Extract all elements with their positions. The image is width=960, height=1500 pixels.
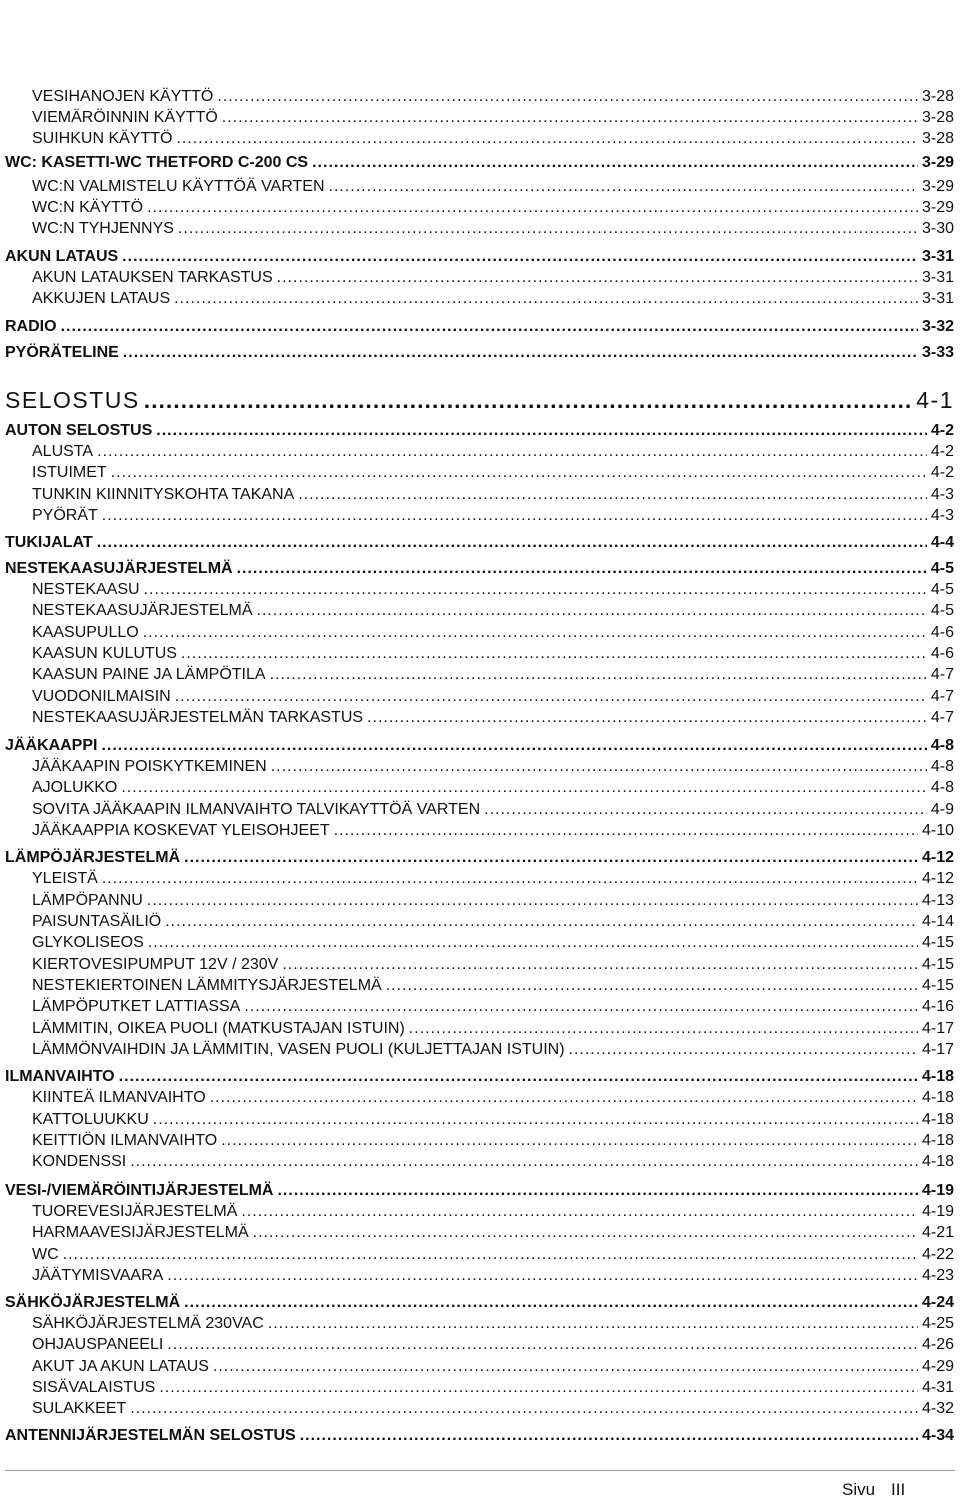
toc-entry-page: 3-29 [921, 178, 954, 195]
toc-entry [32, 1356, 954, 1376]
toc-entry-page: 3-31 [921, 290, 954, 307]
toc-entry-title: PAISUNTASÄILIÖ [32, 913, 162, 930]
toc-entry [32, 1130, 954, 1150]
toc-dot-leader [122, 248, 918, 266]
toc-dot-leader [569, 1041, 918, 1059]
toc-entry-page: 4-19 [921, 1182, 954, 1199]
toc-entry-page: 4-7 [930, 666, 954, 683]
toc-entry-title: WC [32, 1246, 59, 1263]
toc-dot-leader [244, 998, 918, 1016]
toc-dot-leader [97, 443, 927, 461]
toc-entry [32, 890, 954, 910]
toc-dot-leader [300, 1427, 918, 1445]
toc-entry-title: JÄÄKAAPIN POISKYTKEMINEN [32, 758, 267, 775]
toc-dot-leader [237, 560, 927, 578]
toc-dot-leader [174, 290, 918, 308]
toc-entry [5, 316, 954, 336]
toc-entry [32, 1377, 954, 1397]
toc-entry [5, 152, 954, 172]
toc-entry [32, 505, 954, 525]
toc-entry-title: WC: KASETTI-WC THETFORD C-200 CS [5, 154, 309, 171]
toc-dot-leader [123, 344, 918, 362]
toc-dot-leader [312, 154, 918, 172]
toc-dot-leader [148, 934, 918, 952]
toc-entry-title: SULAKKEET [32, 1400, 127, 1417]
toc-entry-page: 4-8 [930, 737, 954, 754]
toc-entry [32, 996, 954, 1016]
toc-dot-leader [63, 1246, 918, 1264]
toc-dot-leader [121, 779, 927, 797]
toc-dot-leader [298, 486, 927, 504]
toc-dot-leader [111, 464, 927, 482]
toc-dot-leader [97, 534, 927, 552]
toc-entry-page: 4-5 [930, 581, 954, 598]
toc-entry [32, 975, 954, 995]
toc-dot-leader [334, 822, 918, 840]
toc-dot-leader [181, 645, 927, 663]
toc-dot-leader [213, 1358, 918, 1376]
toc-entry-title: WC:N KÄYTTÖ [32, 199, 144, 216]
toc-entry-title: SOVITA JÄÄKAAPIN ILMANVAIHTO TALVIKAYTTÖÄ VARTEN [32, 801, 481, 818]
toc-entry [32, 1039, 954, 1059]
toc-dot-leader [222, 109, 918, 127]
toc-entry-title: JÄÄTYMISVAARA [32, 1267, 164, 1284]
toc-entry-page: 4-31 [921, 1379, 954, 1396]
toc-entry [32, 911, 954, 931]
toc-entry-title: KONDENSSI [32, 1153, 127, 1170]
toc-dot-leader [159, 1379, 918, 1397]
toc-entry-title: AKKUJEN LATAUS [32, 290, 171, 307]
toc-entry-page: 4-18 [921, 1089, 954, 1106]
toc-entry [32, 288, 954, 308]
toc-entry [5, 1292, 954, 1312]
toc-entry [32, 107, 954, 127]
toc-entry [32, 579, 954, 599]
toc-entry-page: 3-29 [921, 154, 954, 171]
toc-entry-title: KIERTOVESIPUMPUT 12V / 230V [32, 956, 279, 973]
toc-entry-page: 4-10 [921, 822, 954, 839]
toc-dot-leader [130, 1400, 918, 1418]
toc-entry-title: SUIHKUN KÄYTTÖ [32, 130, 173, 147]
toc-entry [32, 1109, 954, 1129]
toc-entry [32, 1151, 954, 1171]
toc-entry [5, 735, 954, 755]
toc-dot-leader [184, 849, 918, 867]
toc-entry-title: YLEISTÄ [32, 870, 98, 887]
toc-entry-page: 4-5 [930, 602, 954, 619]
toc-entry-title: SELOSTUS [5, 387, 140, 413]
toc-dot-leader [144, 581, 927, 599]
toc-entry-title: ANTENNIJÄRJESTELMÄN SELOSTUS [5, 1427, 296, 1444]
toc-dot-leader [484, 801, 927, 819]
toc-entry-title: NESTEKIERTOINEN LÄMMITYSJÄRJESTELMÄ [32, 977, 382, 994]
toc-entry-title: VESIHANOJEN KÄYTTÖ [32, 88, 214, 105]
toc-entry [32, 1334, 954, 1354]
toc-entry-page: 4-8 [930, 758, 954, 775]
toc-dot-leader [409, 1020, 918, 1038]
toc-dot-leader [165, 913, 918, 931]
toc-entry [5, 558, 954, 578]
toc-entry [32, 799, 954, 819]
toc-entry-title: PYÖRÄT [32, 507, 98, 524]
toc-dot-leader [277, 269, 918, 287]
toc-entry [5, 532, 954, 552]
toc-entry-page: 4-6 [930, 624, 954, 641]
toc-entry-title: AKUN LATAUS [5, 248, 119, 265]
toc-entry-title: KAASUN PAINE JA LÄMPÖTILA [32, 666, 266, 683]
toc-entry-title: PYÖRÄTELINE [5, 344, 119, 361]
toc-entry [5, 847, 954, 867]
toc-entry-page: 4-3 [930, 507, 954, 524]
toc-dot-leader [217, 88, 918, 106]
footer-page-label: Sivu [842, 1480, 876, 1499]
toc-entry-page: 4-13 [921, 892, 954, 909]
toc-entry-title: LÄMMÖNVAIHDIN JA LÄMMITIN, VASEN PUOLI (KULJETTAJAN ISTUIN) [32, 1041, 565, 1058]
toc-entry-title: NESTEKAASUJÄRJESTELMÄ [32, 602, 253, 619]
toc-entry-title: VESI-/VIEMÄRÖINTIJÄRJESTELMÄ [5, 1182, 274, 1199]
toc-entry-page: 4-15 [921, 956, 954, 973]
toc-dot-leader [167, 1267, 918, 1285]
toc-entry [32, 600, 954, 620]
toc-entry-page: 4-18 [921, 1132, 954, 1149]
toc-entry [32, 176, 954, 196]
toc-entry [32, 197, 954, 217]
toc-entry-title: HARMAAVESIJÄRJESTELMÄ [32, 1224, 249, 1241]
toc-entry [5, 1425, 954, 1445]
toc-entry-title: RADIO [5, 318, 57, 335]
toc-dot-leader [367, 709, 927, 727]
toc-entry [32, 484, 954, 504]
toc-dot-leader [175, 688, 927, 706]
toc-entry-page: 4-2 [930, 443, 954, 460]
toc-entry [32, 664, 954, 684]
toc-dot-leader [147, 892, 918, 910]
toc-entry-title: LÄMPÖPANNU [32, 892, 143, 909]
toc-entry-page: 4-19 [921, 1203, 954, 1220]
toc-entry-page: 4-22 [921, 1246, 954, 1263]
toc-entry [5, 385, 954, 413]
toc-dot-leader [184, 1294, 918, 1312]
toc-entry-title: NESTEKAASUJÄRJESTELMÄ [5, 560, 233, 577]
toc-dot-leader [386, 977, 918, 995]
toc-entry-title: VUODONILMAISIN [32, 688, 171, 705]
toc-entry-title: WC:N VALMISTELU KÄYTTÖÄ VARTEN [32, 178, 325, 195]
toc-entry-page: 4-9 [930, 801, 954, 818]
toc-dot-leader [130, 1153, 918, 1171]
toc-entry [32, 622, 954, 642]
toc-entry-page: 4-18 [921, 1153, 954, 1170]
toc-entry [32, 86, 954, 106]
toc-entry [32, 462, 954, 482]
toc-entry-title: OHJAUSPANEELI [32, 1336, 164, 1353]
toc-entry-title: KIINTEÄ ILMANVAIHTO [32, 1089, 206, 1106]
toc-entry-page: 4-1 [916, 387, 954, 413]
toc-entry-page: 4-6 [930, 645, 954, 662]
toc-entry-title: WC:N TYHJENNYS [32, 220, 174, 237]
toc-entry-title: AJOLUKKO [32, 779, 118, 796]
toc-entry-page: 3-31 [921, 248, 954, 265]
toc-entry [32, 441, 954, 461]
toc-entry-page: 4-29 [921, 1358, 954, 1375]
toc-entry-page: 4-23 [921, 1267, 954, 1284]
toc-dot-leader [329, 178, 918, 196]
toc-entry [32, 1265, 954, 1285]
toc-entry-title: AUTON SELOSTUS [5, 422, 153, 439]
toc-entry [32, 868, 954, 888]
toc-entry [32, 1222, 954, 1242]
toc-dot-leader [101, 737, 926, 755]
toc-dot-leader [271, 758, 927, 776]
toc-entry-title: VIEMÄRÖINNIN KÄYTTÖ [32, 109, 218, 126]
toc-entry-page: 3-33 [921, 344, 954, 361]
toc-entry-page: 4-12 [921, 870, 954, 887]
toc-entry-page: 3-30 [921, 220, 954, 237]
toc-entry-page: 4-18 [921, 1111, 954, 1128]
toc-entry-page: 4-16 [921, 998, 954, 1015]
toc-entry-page: 4-15 [921, 977, 954, 994]
toc-dot-leader [210, 1089, 918, 1107]
toc-entry-title: AKUN LATAUKSEN TARKASTUS [32, 269, 273, 286]
toc-entry-page: 4-7 [930, 688, 954, 705]
toc-dot-leader [268, 1315, 918, 1333]
toc-entry-page: 3-28 [921, 88, 954, 105]
toc-entry-page: 4-26 [921, 1336, 954, 1353]
toc-entry [32, 777, 954, 797]
toc-entry-title: AKUT JA AKUN LATAUS [32, 1358, 209, 1375]
toc-entry [32, 643, 954, 663]
toc-entry-title: LÄMPÖJÄRJESTELMÄ [5, 849, 181, 866]
toc-entry-title: KAASUPULLO [32, 624, 139, 641]
toc-entry-page: 4-14 [921, 913, 954, 930]
toc-entry [32, 756, 954, 776]
toc-entry-page: 4-3 [930, 486, 954, 503]
toc-entry-page: 4-25 [921, 1315, 954, 1332]
toc-dot-leader [277, 1182, 917, 1200]
toc-entry-page: 4-17 [921, 1020, 954, 1037]
toc-dot-leader [102, 870, 918, 888]
toc-entry-page: 4-17 [921, 1041, 954, 1058]
toc-entry-page: 3-28 [921, 109, 954, 126]
toc-dot-leader [102, 507, 927, 525]
toc-entry-page: 4-21 [921, 1224, 954, 1241]
toc-dot-leader [167, 1336, 918, 1354]
toc-entry [32, 1201, 954, 1221]
toc-dot-leader [144, 387, 913, 413]
toc-entry-title: KATTOLUUKKU [32, 1111, 149, 1128]
toc-entry-page: 4-34 [921, 1427, 954, 1444]
toc-dot-leader [221, 1132, 918, 1150]
toc-entry-page: 4-5 [930, 560, 954, 577]
toc-entry-title: LÄMPÖPUTKET LATTIASSA [32, 998, 241, 1015]
toc-dot-leader [119, 1068, 918, 1086]
toc-entry-page: 4-18 [921, 1068, 954, 1085]
toc-dot-leader [143, 624, 927, 642]
toc-entry [5, 246, 954, 266]
toc-entry-page: 3-32 [921, 318, 954, 335]
toc-entry [32, 1087, 954, 1107]
toc-entry [32, 1018, 954, 1038]
toc-entry [32, 1313, 954, 1333]
toc-entry-page: 4-12 [921, 849, 954, 866]
toc-entry [32, 954, 954, 974]
toc-dot-leader [241, 1203, 918, 1221]
toc-entry [32, 932, 954, 952]
toc-entry-title: SÄHKÖJÄRJESTELMÄ [5, 1294, 181, 1311]
toc-entry-page: 4-2 [930, 422, 954, 439]
toc-entry-page: 3-28 [921, 130, 954, 147]
toc-dot-leader [270, 666, 927, 684]
toc-entry [32, 128, 954, 148]
toc-entry-title: KAASUN KULUTUS [32, 645, 177, 662]
toc-entry [5, 342, 954, 362]
toc-entry [5, 1066, 954, 1086]
toc-entry-page: 4-2 [930, 464, 954, 481]
footer-divider [5, 1470, 955, 1471]
toc-entry [32, 1398, 954, 1418]
toc-entry [32, 267, 954, 287]
toc-entry-title: NESTEKAASUJÄRJESTELMÄN TARKASTUS [32, 709, 364, 726]
toc-entry-page: 4-8 [930, 779, 954, 796]
toc-entry-page: 4-4 [930, 534, 954, 551]
footer-page-number: III [891, 1480, 906, 1499]
toc-entry-title: ISTUIMET [32, 464, 107, 481]
toc-entry-title: ILMANVAIHTO [5, 1068, 115, 1085]
toc-entry-title: SÄHKÖJÄRJESTELMÄ 230VAC [32, 1315, 264, 1332]
toc-dot-leader [147, 199, 918, 217]
toc-dot-leader [178, 220, 918, 238]
toc-dot-leader [253, 1224, 918, 1242]
toc-entry-page: 4-24 [921, 1294, 954, 1311]
toc-entry-title: TUKIJALAT [5, 534, 93, 551]
toc-entry-page: 3-29 [921, 199, 954, 216]
toc-entry [32, 218, 954, 238]
toc-entry [32, 1244, 954, 1264]
toc-dot-leader [176, 130, 918, 148]
toc-entry [5, 420, 954, 440]
toc-entry-title: NESTEKAASU [32, 581, 140, 598]
toc-entry-title: TUNKIN KIINNITYSKOHTA TAKANA [32, 486, 295, 503]
toc-entry-page: 4-7 [930, 709, 954, 726]
toc-entry-title: TUOREVESIJÄRJESTELMÄ [32, 1203, 238, 1220]
toc-dot-leader [61, 318, 918, 336]
toc-entry [32, 707, 954, 727]
toc-dot-leader [153, 1111, 918, 1129]
toc-entry-title: JÄÄKAAPPIA KOSKEVAT YLEISOHJEET [32, 822, 330, 839]
toc-entry-title: ALUSTA [32, 443, 94, 460]
toc-entry-page: 3-31 [921, 269, 954, 286]
toc-entry-title: LÄMMITIN, OIKEA PUOLI (MATKUSTAJAN ISTUIN) [32, 1020, 405, 1037]
toc-dot-leader [156, 422, 927, 440]
toc-entry-title: KEITTIÖN ILMANVAIHTO [32, 1132, 218, 1149]
toc-entry-title: SISÄVALAISTUS [32, 1379, 156, 1396]
toc-entry [32, 820, 954, 840]
toc-entry-title: GLYKOLISEOS [32, 934, 144, 951]
toc-entry [32, 686, 954, 706]
toc-dot-leader [282, 956, 918, 974]
toc-entry-page: 4-15 [921, 934, 954, 951]
toc-entry-page: 4-32 [921, 1400, 954, 1417]
toc-entry-title: JÄÄKAAPPI [5, 737, 98, 754]
toc-entry [5, 1180, 954, 1200]
toc-dot-leader [257, 602, 927, 620]
